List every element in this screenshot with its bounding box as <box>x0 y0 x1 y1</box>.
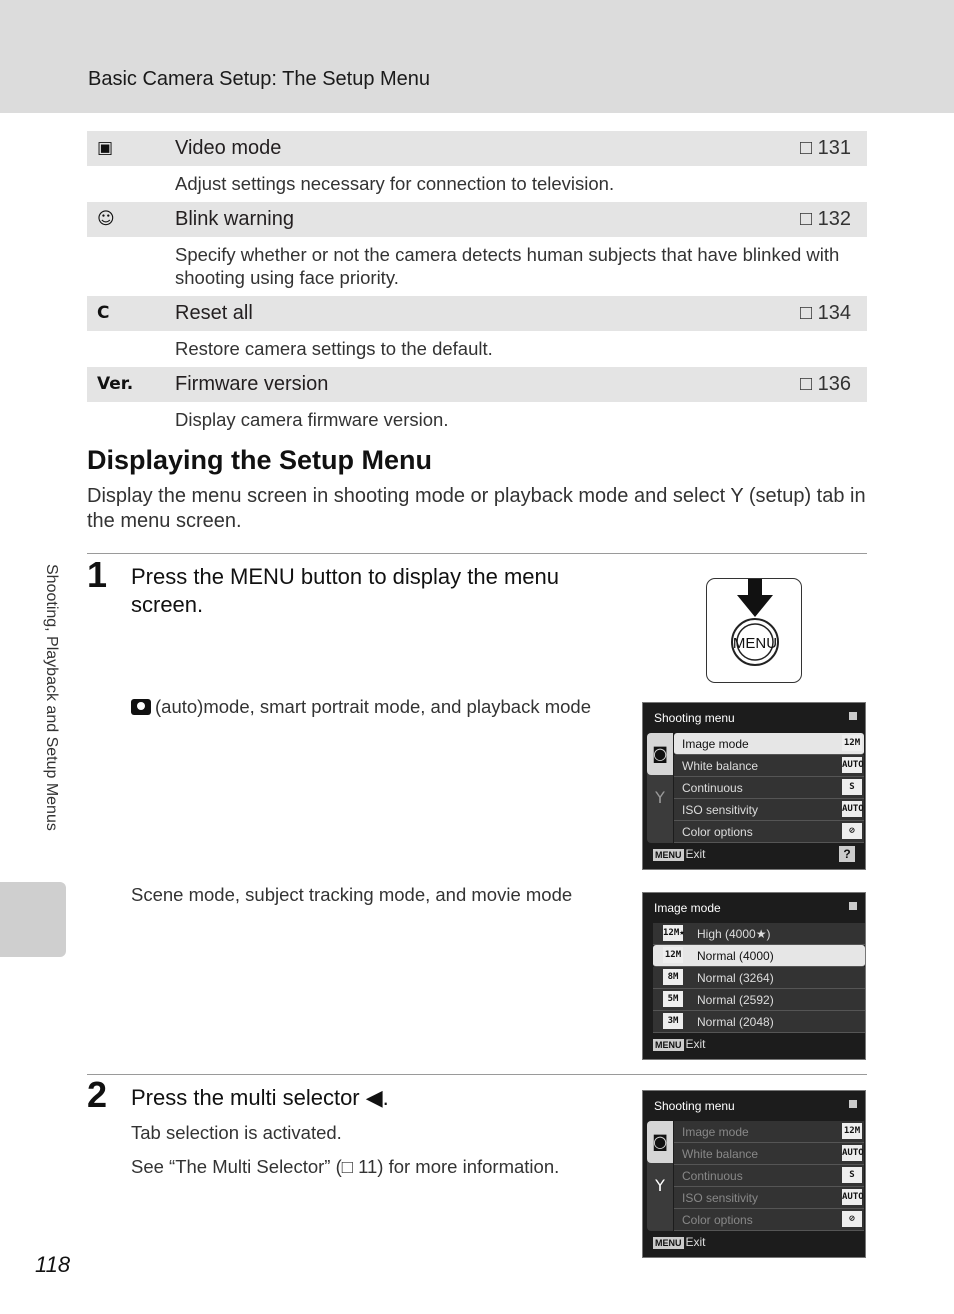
reset-all-icon: C <box>97 303 110 323</box>
divider <box>87 553 867 554</box>
video-mode-icon: ▣ <box>97 138 114 158</box>
screen-tabs <box>647 1121 673 1231</box>
screen-menu-list <box>674 1121 864 1231</box>
scroll-indicator-icon <box>849 1100 857 1108</box>
camera-screen-shooting-menu <box>642 702 866 870</box>
list-item: Color options ⊘ <box>674 1209 864 1231</box>
side-chapter-label: Shooting, Playback and Setup Menus <box>43 564 60 831</box>
step-number: 2 <box>87 1074 108 1115</box>
screen-footer: MENU Exit <box>655 1235 706 1249</box>
screen-title: Shooting menu <box>654 711 735 725</box>
book-icon: □ <box>799 373 813 395</box>
list-item: 5M Normal (2592) <box>653 989 865 1011</box>
help-icon: ? <box>839 846 855 862</box>
row-description: Adjust settings necessary for connection to television. <box>175 173 615 194</box>
list-item: ISO sensitivity AUTO <box>674 799 864 821</box>
caption-scene-mode: Scene mode, subject tracking mode, and movie mode <box>131 884 573 905</box>
screen-title: Image mode <box>654 901 721 915</box>
step-title: Press the MENU button to display the menu screen. <box>131 564 559 617</box>
menu-button-label: MENU <box>732 635 778 652</box>
row-description: Restore camera settings to the default. <box>175 338 493 359</box>
table-row <box>87 296 867 331</box>
page-reference: □ 136 <box>799 373 851 395</box>
setup-tab-icon: Y <box>655 788 665 807</box>
list-item: Color options ⊘ <box>674 821 864 843</box>
row-label: Blink warning <box>175 208 294 230</box>
menu-key-icon: MENU <box>655 850 682 860</box>
screen-menu-list <box>674 733 864 843</box>
page-number: 118 <box>35 1252 71 1277</box>
list-item: 12M Normal (4000) <box>653 945 865 967</box>
side-thumb-tab <box>0 882 66 957</box>
section-title: Displaying the Setup Menu <box>87 445 433 475</box>
setup-tab-icon: Y <box>655 1176 665 1195</box>
list-item: 12M★ High (4000★) <box>653 923 865 945</box>
table-row <box>87 131 867 166</box>
menu-button-icon <box>707 579 803 684</box>
list-item: Image mode 12M <box>674 733 864 755</box>
step-body-line: Tab selection is activated. <box>131 1122 342 1143</box>
menu-button-illustration <box>706 578 802 683</box>
list-item: 8M Normal (3264) <box>653 967 865 989</box>
step-title: Press the multi selector ◀. <box>131 1085 389 1110</box>
list-item: ISO sensitivity AUTO <box>674 1187 864 1209</box>
book-icon: □ <box>799 137 813 159</box>
menu-key-icon: MENU <box>655 1040 682 1050</box>
screen-tabs <box>647 733 673 843</box>
shooting-tab-icon: ◙ <box>647 733 673 775</box>
caption-auto-mode: (auto)mode, smart portrait mode, and playback mode <box>131 696 591 718</box>
list-item: Continuous S <box>674 1165 864 1187</box>
row-label: Firmware version <box>175 373 329 395</box>
scroll-indicator-icon <box>849 902 857 910</box>
table-row <box>87 367 867 402</box>
list-item: White balance AUTO <box>674 1143 864 1165</box>
page-reference: □ 134 <box>799 302 851 324</box>
list-item: White balance AUTO <box>674 755 864 777</box>
row-label: Reset all <box>175 302 253 324</box>
row-label: Video mode <box>175 137 282 159</box>
list-item: Continuous S <box>674 777 864 799</box>
camera-screen-image-mode <box>642 892 866 1060</box>
table-row <box>87 202 867 237</box>
step-body-line: See “The Multi Selector” (□ 11) for more information. <box>131 1156 560 1177</box>
shooting-tab-icon: ◙ <box>647 1121 673 1163</box>
menu-key-icon: MENU <box>655 1238 682 1248</box>
section-intro: Display the menu screen in shooting mode or playback mode and select Y (setup) tab in the menu screen. <box>87 485 866 532</box>
firmware-version-icon: Ver. <box>97 374 134 394</box>
row-description: Specify whether or not the camera detects human subjects that have blinked with shooting using face priority. <box>175 244 840 288</box>
row-description: Display camera firmware version. <box>175 409 449 430</box>
scroll-indicator-icon <box>849 712 857 720</box>
screen-footer: MENU Exit <box>655 1037 706 1051</box>
screen-title: Shooting menu <box>654 1099 735 1113</box>
screen-menu-list <box>653 923 865 1033</box>
header-band <box>0 0 954 113</box>
step-number: 1 <box>87 554 108 595</box>
camera-screen-tab-selection <box>642 1090 866 1258</box>
divider <box>87 1074 867 1075</box>
screen-footer: MENU Exit <box>655 847 706 861</box>
camera-icon <box>131 699 151 715</box>
book-icon: □ <box>799 208 813 230</box>
page-reference: □ 131 <box>799 137 851 159</box>
book-icon: □ <box>799 302 813 324</box>
list-item: Image mode 12M <box>674 1121 864 1143</box>
setup-menu-table <box>87 131 867 438</box>
page-reference: □ 132 <box>799 208 851 230</box>
blink-warning-icon: ☺ <box>97 209 115 229</box>
list-item: 3M Normal (2048) <box>653 1011 865 1033</box>
page-header-title: Basic Camera Setup: The Setup Menu <box>88 68 431 90</box>
